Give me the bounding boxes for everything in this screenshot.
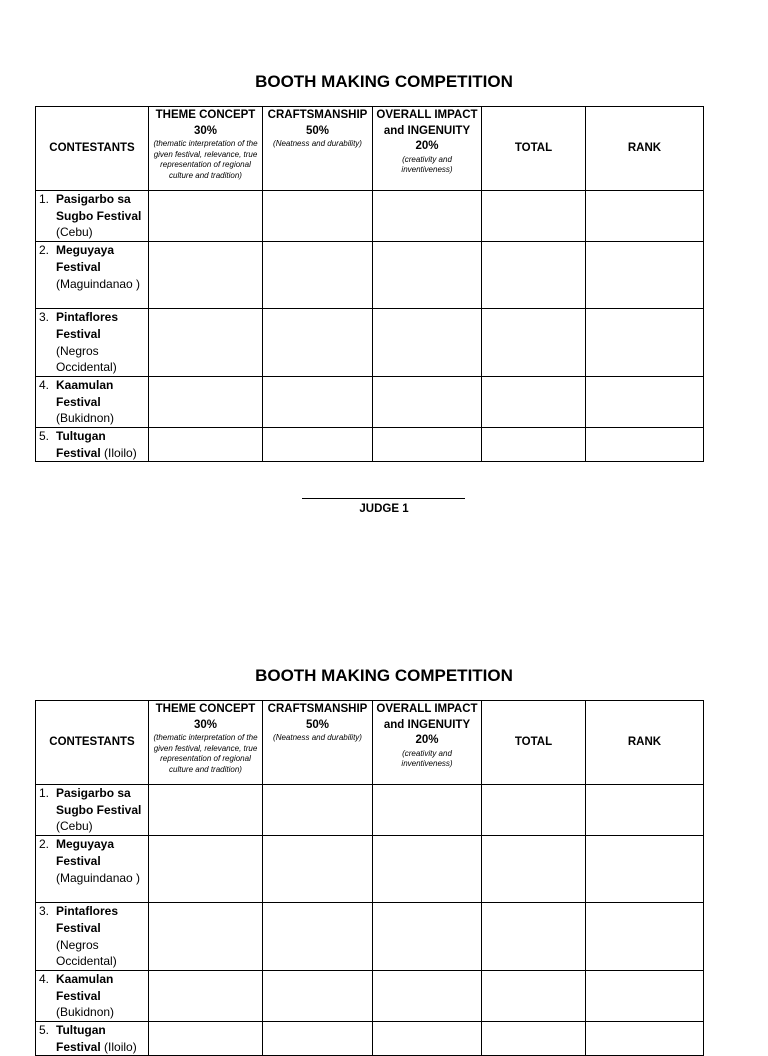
theme-concept-note: (thematic interpretation of the given festival, relevance, true representation of regional culture and tradition) <box>153 733 258 774</box>
theme-score-cell[interactable] <box>149 242 263 309</box>
header-row <box>36 701 704 785</box>
impact-score-cell[interactable] <box>373 903 482 971</box>
contestant-number: 1. <box>39 786 50 800</box>
theme-concept-weight: 30% <box>193 718 218 731</box>
rank-cell[interactable] <box>586 970 704 1021</box>
overall-impact-label: OVERALL IMPACT and INGENUITY <box>376 703 478 731</box>
craft-score-cell[interactable] <box>263 785 373 836</box>
contestant-number: 1. <box>39 192 50 206</box>
impact-score-cell[interactable] <box>373 785 482 836</box>
theme-concept-header <box>149 107 263 191</box>
theme-score-cell[interactable] <box>149 836 263 903</box>
craft-score-cell[interactable] <box>263 903 373 971</box>
impact-score-cell[interactable] <box>373 191 482 242</box>
contestant-number: 3. <box>39 310 50 325</box>
theme-concept-label: THEME CONCEPT <box>155 109 256 121</box>
craft-score-cell[interactable] <box>263 376 373 427</box>
sheet-title: BOOTH MAKING COMPETITION <box>255 666 513 685</box>
total-header: TOTAL <box>482 107 586 191</box>
craft-score-cell[interactable] <box>263 309 373 377</box>
impact-score-cell[interactable] <box>373 428 482 462</box>
contestant-name: Kaamulan Festival <box>56 377 114 409</box>
contestant-name: Pasigarbo sa Sugbo Festival <box>56 192 142 223</box>
total-cell[interactable] <box>482 191 586 242</box>
overall-impact-weight: 20% <box>415 734 439 746</box>
theme-score-cell[interactable] <box>149 309 263 377</box>
craftsmanship-weight: 50% <box>305 718 330 731</box>
table-row <box>36 903 704 971</box>
contestant-name: Meguyaya Festival <box>56 243 115 274</box>
contestant-number: 3. <box>39 904 50 919</box>
craftsmanship-header <box>263 701 373 785</box>
contestant-cell <box>36 376 149 427</box>
contestant-name: Tultugan Festival <box>56 1023 106 1054</box>
rank-cell[interactable] <box>586 428 704 462</box>
theme-score-cell[interactable] <box>149 376 263 427</box>
theme-score-cell[interactable] <box>149 785 263 836</box>
contestant-place: (Cebu) <box>56 819 93 834</box>
contestant-name: Pintaflores Festival <box>56 310 119 341</box>
impact-score-cell[interactable] <box>373 376 482 427</box>
total-cell[interactable] <box>482 836 586 903</box>
contestant-name: Meguyaya Festival <box>56 837 115 868</box>
craftsmanship-weight: 50% <box>305 124 330 137</box>
contestant-place: (Maguindanao ) <box>56 870 141 885</box>
theme-concept-label: THEME CONCEPT <box>155 703 256 715</box>
contestant-cell <box>36 428 149 462</box>
contestant-cell <box>36 836 149 903</box>
rank-cell[interactable] <box>586 309 704 377</box>
contestant-place: (Iloilo) <box>104 1039 137 1054</box>
rank-cell[interactable] <box>586 836 704 903</box>
theme-concept-note: (thematic interpretation of the given festival, relevance, true representation of regional culture and tradition) <box>153 139 258 180</box>
impact-score-cell[interactable] <box>373 970 482 1021</box>
contestant-name: Tultugan Festival <box>56 429 106 460</box>
theme-concept-header <box>149 701 263 785</box>
impact-score-cell[interactable] <box>373 1022 482 1056</box>
theme-score-cell[interactable] <box>149 970 263 1021</box>
contestant-cell <box>36 970 149 1021</box>
total-cell[interactable] <box>482 1022 586 1056</box>
contestant-number: 2. <box>39 837 50 852</box>
overall-impact-header <box>373 701 482 785</box>
table-row <box>36 376 704 427</box>
table-row <box>36 1022 704 1056</box>
total-cell[interactable] <box>482 242 586 309</box>
total-cell[interactable] <box>482 903 586 971</box>
total-cell[interactable] <box>482 309 586 377</box>
table-row <box>36 970 704 1021</box>
contestant-cell <box>36 309 149 377</box>
overall-impact-weight: 20% <box>415 140 439 152</box>
impact-score-cell[interactable] <box>373 309 482 377</box>
rank-cell[interactable] <box>586 1022 704 1056</box>
contestants-header: CONTESTANTS <box>36 107 149 191</box>
theme-score-cell[interactable] <box>149 428 263 462</box>
rank-cell[interactable] <box>586 903 704 971</box>
impact-score-cell[interactable] <box>373 242 482 309</box>
craft-score-cell[interactable] <box>263 1022 373 1056</box>
craft-score-cell[interactable] <box>263 836 373 903</box>
rank-header: RANK <box>586 107 704 191</box>
contestant-cell <box>36 903 149 971</box>
table-row <box>36 428 704 462</box>
table-row <box>36 191 704 242</box>
craft-score-cell[interactable] <box>263 242 373 309</box>
overall-impact-header <box>373 107 482 191</box>
contestants-header: CONTESTANTS <box>36 701 149 785</box>
contestant-number: 4. <box>39 377 50 392</box>
total-cell[interactable] <box>482 785 586 836</box>
contestant-cell <box>36 242 149 309</box>
overall-impact-note: (creativity and inventiveness) <box>401 748 453 768</box>
craftsmanship-label: CRAFTSMANSHIP <box>267 703 368 715</box>
craft-score-cell[interactable] <box>263 191 373 242</box>
rank-cell[interactable] <box>586 242 704 309</box>
theme-concept-weight: 30% <box>193 124 218 137</box>
rank-cell[interactable] <box>586 785 704 836</box>
total-header: TOTAL <box>482 701 586 785</box>
score-table <box>35 106 704 462</box>
contestant-number: 2. <box>39 243 50 258</box>
score-table <box>35 700 704 1056</box>
craftsmanship-note: (Neatness and durability) <box>273 733 362 742</box>
craft-score-cell[interactable] <box>263 428 373 462</box>
impact-score-cell[interactable] <box>373 836 482 903</box>
theme-score-cell[interactable] <box>149 191 263 242</box>
judge-label: JUDGE 1 <box>359 503 409 515</box>
contestant-name: Pasigarbo sa Sugbo Festival <box>56 786 142 817</box>
total-cell[interactable] <box>482 376 586 427</box>
craft-score-cell[interactable] <box>263 970 373 1021</box>
contestant-cell <box>36 785 149 836</box>
contestant-place: (Maguindanao ) <box>56 276 141 291</box>
contestant-place: (Bukidnon) <box>56 1005 115 1020</box>
judge-signature-line[interactable] <box>302 486 465 499</box>
contestant-name: Kaamulan Festival <box>56 971 114 1003</box>
table-row <box>36 309 704 377</box>
contestant-cell <box>36 191 149 242</box>
overall-impact-label: OVERALL IMPACT and INGENUITY <box>376 109 478 137</box>
total-cell[interactable] <box>482 970 586 1021</box>
header-row <box>36 107 704 191</box>
contestant-place: (Cebu) <box>56 225 93 240</box>
sheet-title: BOOTH MAKING COMPETITION <box>255 72 513 91</box>
table-row <box>36 836 704 903</box>
craftsmanship-note: (Neatness and durability) <box>273 139 362 148</box>
contestant-place: (Bukidnon) <box>56 411 115 426</box>
craftsmanship-header <box>263 107 373 191</box>
theme-score-cell[interactable] <box>149 903 263 971</box>
contestant-name: Pintaflores Festival <box>56 904 119 935</box>
contestant-number: 5. <box>39 429 50 444</box>
theme-score-cell[interactable] <box>149 1022 263 1056</box>
total-cell[interactable] <box>482 428 586 462</box>
overall-impact-note: (creativity and inventiveness) <box>401 154 453 174</box>
craftsmanship-label: CRAFTSMANSHIP <box>267 109 368 121</box>
contestant-place: (Negros Occidental) <box>56 343 117 375</box>
contestant-place: (Negros Occidental) <box>56 937 117 969</box>
rank-cell[interactable] <box>586 376 704 427</box>
contestant-number: 5. <box>39 1023 50 1038</box>
contestant-number: 4. <box>39 971 50 986</box>
contestant-cell <box>36 1022 149 1056</box>
rank-header: RANK <box>586 701 704 785</box>
table-row <box>36 785 704 836</box>
table-row <box>36 242 704 309</box>
contestant-place: (Iloilo) <box>104 445 137 460</box>
rank-cell[interactable] <box>586 191 704 242</box>
